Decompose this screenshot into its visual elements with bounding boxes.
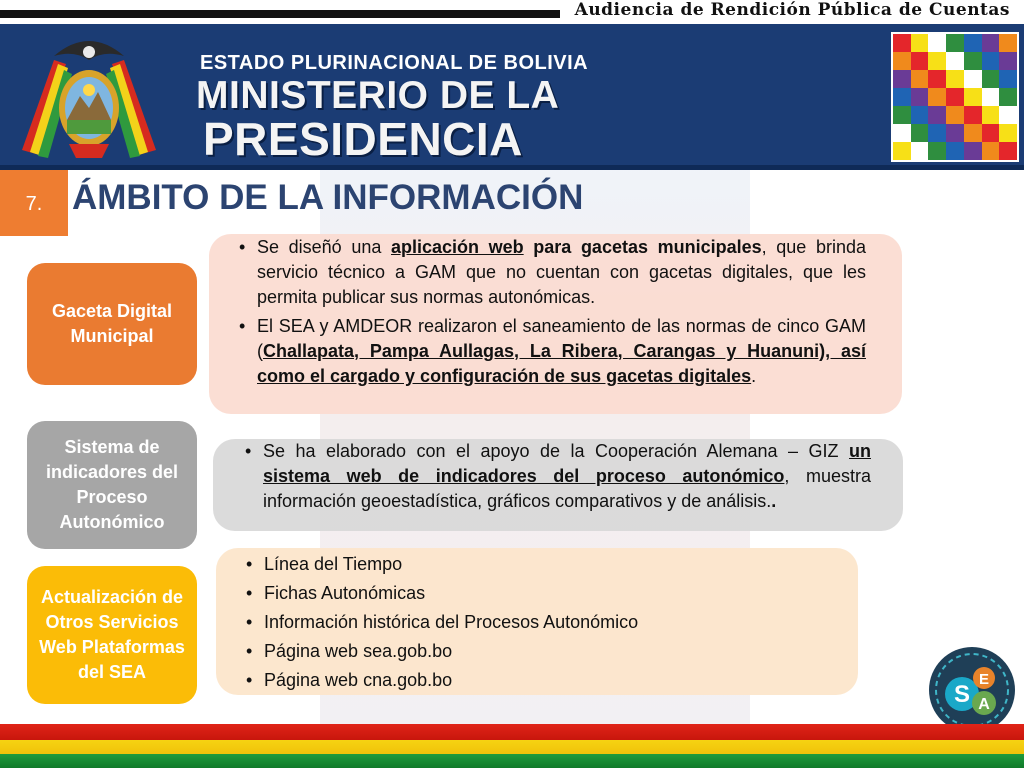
wiphala-cell <box>964 106 982 124</box>
wiphala-cell <box>928 88 946 106</box>
logo-letter-e: E <box>978 671 990 688</box>
list-item: • Página web sea.gob.bo <box>246 637 838 666</box>
state-name: ESTADO PLURINACIONAL DE BOLIVIA <box>200 52 589 74</box>
wiphala-cell <box>982 106 1000 124</box>
list-item: • Se ha elaborado con el apoyo de la Cooperación Alemana – GIZ un sistema web de indicadores del proceso autonómico, muestra información geoestadística, gráficos comparativos y de análisis.. <box>245 439 871 514</box>
wiphala-cell <box>893 34 911 52</box>
wiphala-cell <box>964 142 982 160</box>
wiphala-cell <box>982 88 1000 106</box>
wiphala-cell <box>982 70 1000 88</box>
wiphala-flag-icon <box>891 32 1019 162</box>
top-dark-bar <box>0 10 560 18</box>
wiphala-cell <box>964 88 982 106</box>
panel-actualizacion-servicios <box>216 548 858 695</box>
wiphala-cell <box>946 34 964 52</box>
wiphala-cell <box>964 52 982 70</box>
flag-stripe-red <box>0 724 1024 740</box>
wiphala-cell <box>946 142 964 160</box>
logo-letter-a: A <box>978 696 990 713</box>
wiphala-cell <box>893 88 911 106</box>
wiphala-cell <box>999 142 1017 160</box>
wiphala-cell <box>911 88 929 106</box>
list-item: • El SEA y AMDEOR realizaron el saneamiento de las normas de cinco GAM (Challapata, Pampa Aullagas, La Ribera, Carangas y Huanuni), así como el cargado y configuración de sus gacetas digitales. <box>239 314 866 389</box>
wiphala-cell <box>982 142 1000 160</box>
ministry-title-line2: PRESIDENCIA <box>203 113 523 165</box>
ministry-title-line1: MINISTERIO DE LA <box>196 74 560 117</box>
wiphala-cell <box>982 52 1000 70</box>
wiphala-cell <box>999 52 1017 70</box>
wiphala-cell <box>911 34 929 52</box>
list-item: • Información histórica del Procesos Autonómico <box>246 608 838 637</box>
wiphala-cell <box>911 124 929 142</box>
wiphala-cell <box>893 70 911 88</box>
wiphala-cell <box>928 70 946 88</box>
wiphala-cell <box>964 70 982 88</box>
category-sistema-indicadores: Sistema de indicadores del Proceso Autonómico <box>27 421 197 549</box>
wiphala-cell <box>893 142 911 160</box>
coat-of-arms-icon <box>14 30 164 166</box>
list-item: • Línea del Tiempo <box>246 550 838 579</box>
wiphala-cell <box>946 70 964 88</box>
wiphala-cell <box>893 106 911 124</box>
wiphala-cell <box>999 34 1017 52</box>
wiphala-cell <box>946 106 964 124</box>
wiphala-cell <box>928 124 946 142</box>
wiphala-cell <box>982 124 1000 142</box>
wiphala-cell <box>946 52 964 70</box>
flag-stripe-green <box>0 754 1024 768</box>
ministry-header <box>0 24 1024 170</box>
wiphala-cell <box>946 124 964 142</box>
section-number: 7. <box>0 170 68 236</box>
category-gaceta-digital: Gaceta Digital Municipal <box>27 263 197 385</box>
flag-stripe-yellow <box>0 740 1024 754</box>
top-strip <box>0 0 1024 24</box>
wiphala-cell <box>999 88 1017 106</box>
wiphala-cell <box>928 52 946 70</box>
wiphala-cell <box>982 34 1000 52</box>
list-item: • Fichas Autonómicas <box>246 579 838 608</box>
wiphala-cell <box>911 52 929 70</box>
logo-letter-s: S <box>953 681 971 708</box>
list-item: • Se diseñó una aplicación web para gacetas municipales, que brinda servicio técnico a GAM que no cuentan con gacetas digitales, que les permita publicar sus normas autonómicas. <box>239 235 866 310</box>
wiphala-cell <box>999 106 1017 124</box>
category-actualizacion-servicios: Actualización de Otros Servicios Web Plataformas del SEA <box>27 566 197 704</box>
wiphala-cell <box>999 70 1017 88</box>
wiphala-cell <box>946 88 964 106</box>
list-item: • Página web cna.gob.bo <box>246 666 838 695</box>
panel-sistema-indicadores <box>213 439 903 531</box>
event-subtitle: Audiencia de Rendición Pública de Cuentas <box>574 0 1010 20</box>
wiphala-cell <box>911 70 929 88</box>
wiphala-cell <box>964 124 982 142</box>
panel-gaceta-digital <box>209 234 902 414</box>
wiphala-cell <box>911 142 929 160</box>
section-title: ÁMBITO DE LA INFORMACIÓN <box>72 178 584 217</box>
wiphala-cell <box>964 34 982 52</box>
wiphala-cell <box>928 106 946 124</box>
sea-logo-icon <box>928 646 1016 734</box>
wiphala-cell <box>999 124 1017 142</box>
wiphala-cell <box>893 124 911 142</box>
wiphala-cell <box>928 34 946 52</box>
wiphala-cell <box>911 106 929 124</box>
wiphala-cell <box>928 142 946 160</box>
wiphala-cell <box>893 52 911 70</box>
